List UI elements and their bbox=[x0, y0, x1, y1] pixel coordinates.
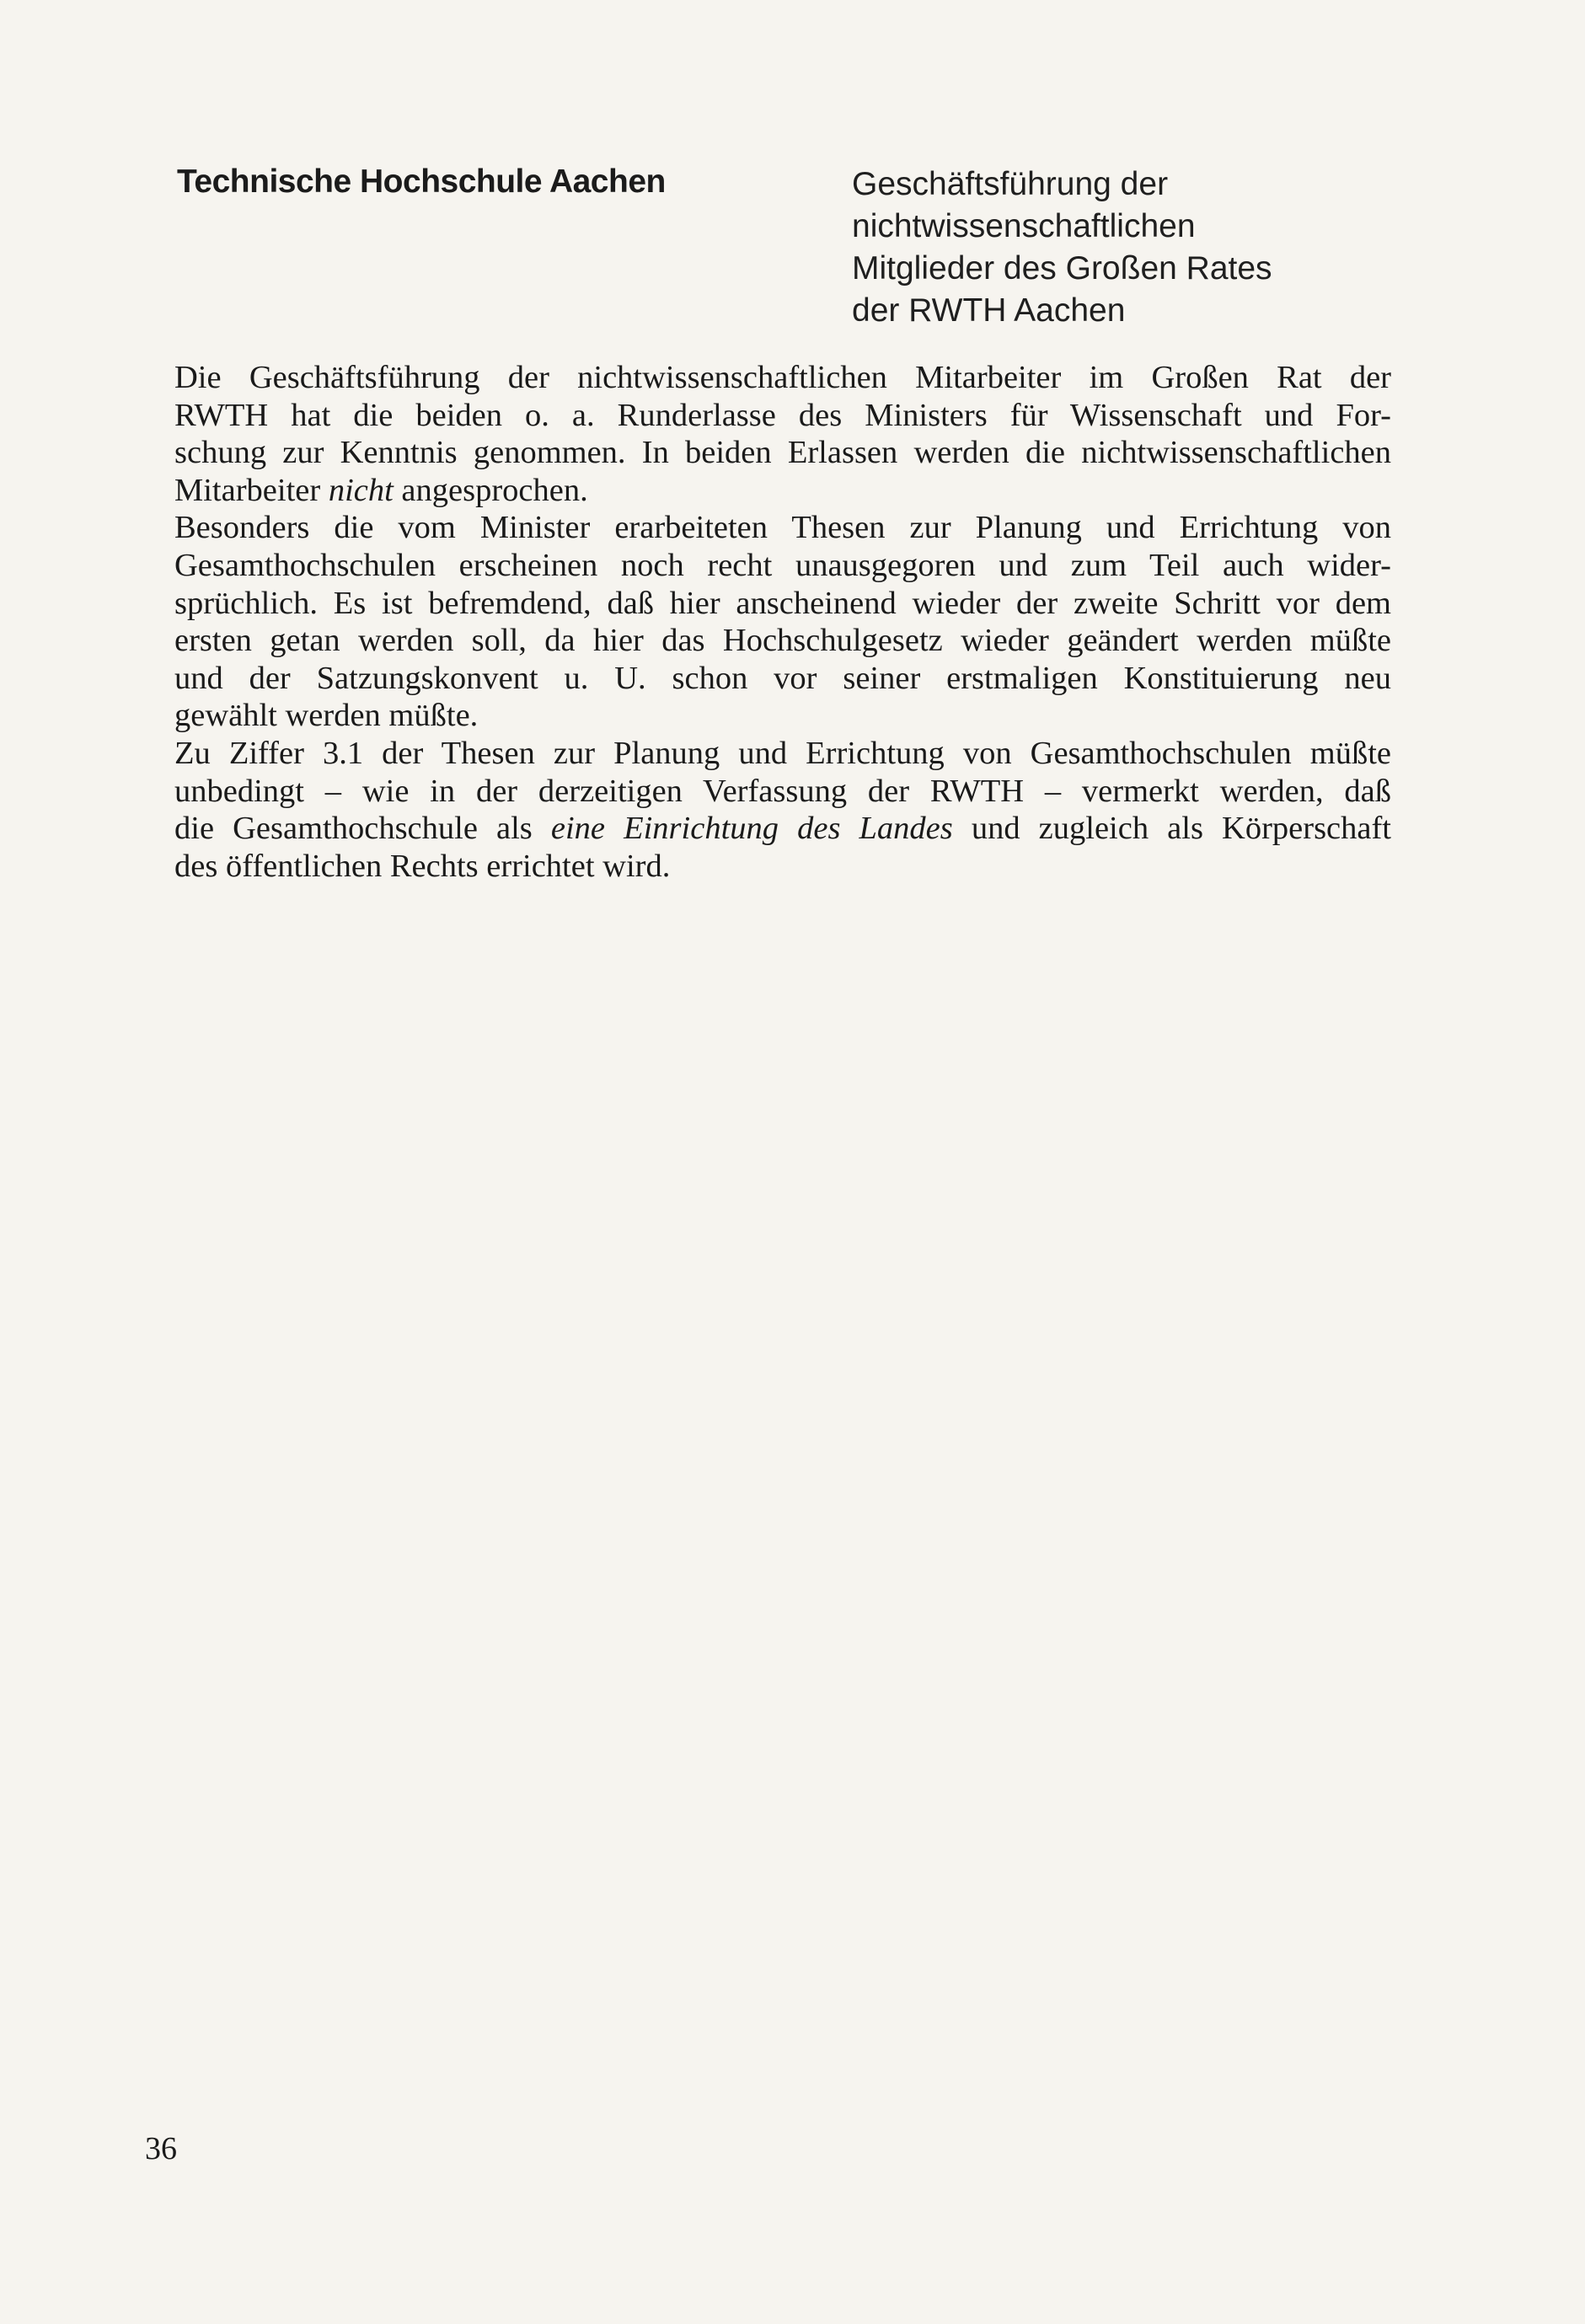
text-run: Mitarbeiter bbox=[174, 472, 329, 508]
body-text bbox=[174, 359, 1391, 885]
text-line: Gesamthochschulen erscheinen noch recht unausgegoren und zum Teil auch wider- bbox=[174, 547, 1391, 583]
heading-line: Mitglieder des Großen Rates bbox=[852, 250, 1272, 286]
paragraph-3 bbox=[174, 735, 1391, 885]
page-number: 36 bbox=[145, 2131, 177, 2166]
text-line: gewählt werden müßte. bbox=[174, 698, 479, 734]
emphasis-text: nicht bbox=[328, 472, 394, 508]
text-line bbox=[174, 472, 1391, 510]
heading-line: der RWTH Aachen bbox=[852, 292, 1126, 329]
text-run: die Gesamthochschule als bbox=[174, 811, 551, 847]
paragraph-1 bbox=[174, 359, 1391, 509]
text-line: und der Satzungskonvent u. U. schon vor seiner erstmaligen Konstituierung neu bbox=[174, 660, 1391, 696]
heading-line: nichtwissenschaftlichen bbox=[852, 208, 1196, 244]
text-line: Die Geschäftsführung der nichtwissenschaftlichen Mitarbeiter im Großen Rat der bbox=[174, 360, 1391, 395]
text-line: sprüchlich. Es ist befremdend, daß hier anscheinend wieder der zweite Schritt vor dem bbox=[174, 585, 1391, 621]
text-line: ersten getan werden soll, da hier das Hochschulgesetz wieder geändert werden müßte bbox=[174, 623, 1391, 659]
institution-name: Technische Hochschule Aachen bbox=[177, 163, 666, 200]
paragraph-2 bbox=[174, 509, 1391, 735]
heading-line: Geschäftsführung der bbox=[852, 166, 1169, 202]
text-run: angesprochen. bbox=[393, 472, 588, 508]
text-line: Besonders die vom Minister erarbeiteten Thesen zur Planung und Errichtung von bbox=[174, 510, 1391, 546]
text-run: und zugleich als Körperschaft bbox=[952, 811, 1391, 847]
text-line: unbedingt – wie in der derzeitigen Verfassung der RWTH – vermerkt werden, daß bbox=[174, 773, 1391, 809]
text-line: Zu Ziffer 3.1 der Thesen zur Planung und Errichtung von Gesamthochschulen müßte bbox=[174, 735, 1391, 771]
text-line: schung zur Kenntnis genommen. In beiden Erlassen werden die nichtwissenschaftlichen bbox=[174, 435, 1391, 471]
emphasis-text: eine Einrichtung des Landes bbox=[550, 811, 953, 847]
text-line bbox=[174, 810, 1391, 848]
document-heading bbox=[852, 163, 1391, 332]
text-line: RWTH hat die beiden o. a. Runderlasse des Ministers für Wissenschaft und For- bbox=[174, 397, 1391, 433]
text-line: des öffentlichen Rechts errichtet wird. bbox=[174, 848, 671, 884]
